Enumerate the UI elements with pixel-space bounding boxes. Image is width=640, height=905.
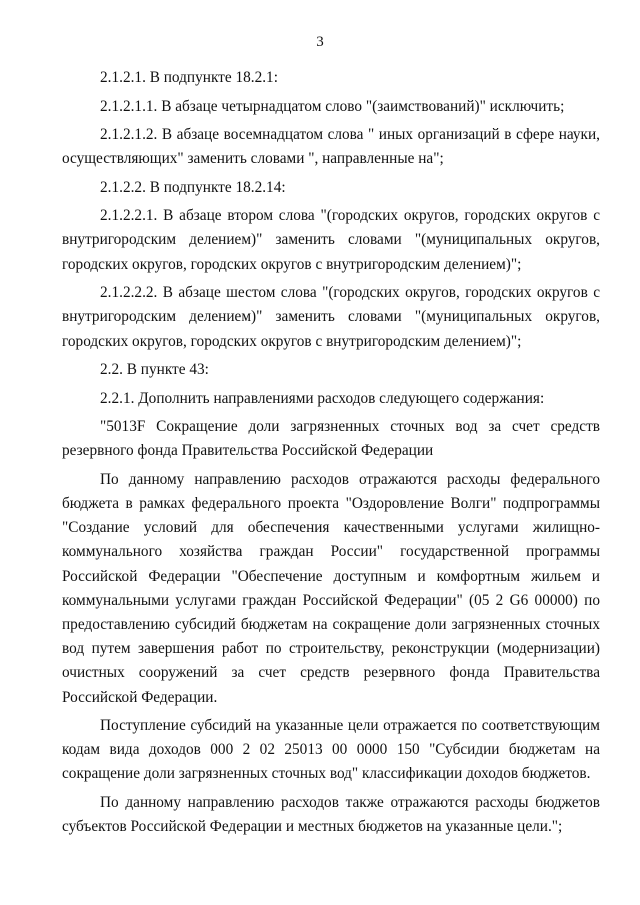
paragraph-5013f-heading: "5013F Сокращение доли загрязненных сточных вод за счет средств резервного фонда Правительства Российской Федерации [62,418,600,460]
paragraph-2-1-2-1: 2.1.2.1. В подпункте 18.2.1: [100,69,278,86]
paragraph-expenditure-description: По данному направлению расходов отражаются расходы федерального бюджета в рамках федерального проекта "Оздоровление Волги" подпрограммы "Создание условий для обеспечения качественными услугами жилищно-коммунального хозяйства граждан России" государственной программы Российской Федерации "Обеспечение доступным и комфортным жильем и коммунальными услугами граждан Российской Федерации" (05 2 G6 00000) по предоставлению субсидий бюджетам на сокращение доли загрязненных сточных вод путем завершения работ по строительству, реконструкции (модернизации) очистных сооружений за счет средств резервного фонда Правительства Российской Федерации. [62,470,600,706]
paragraph-2-1-2-2-2: 2.1.2.2.2. В абзаце шестом слова "(городских округов, городских округов с внутригородским делением)" заменить словами "(муниципальных округов, городских округов, городских округов с внутригородским делением)"; [62,284,600,350]
paragraph-2-2-1: 2.2.1. Дополнить направлениями расходов следующего содержания: [100,389,545,407]
paragraph-2-2: 2.2. В пункте 43: [100,361,209,379]
paragraph-subsidy-income: Поступление субсидий на указанные цели отражается по соответствующим кодам вида доходов 000 2 02 25013 00 0000 150 "Субсидии бюджетам на сокращение доли загрязненных сточных вод" классификации доходов бюджетов. [62,717,600,783]
paragraph-2-1-2-1-1: 2.1.2.1.1. В абзаце четырнадцатом слово "(заимствований)" исключить; [100,97,565,115]
paragraph-2-1-2-1-2: 2.1.2.1.2. В абзаце восемнадцатом слова " иных организаций в сфере науки, осуществляющих" заменить словами ", направленные на"; [62,126,600,168]
paragraph-2-1-2-2-1: 2.1.2.2.1. В абзаце втором слова "(городских округов, городских округов с внутригородским делением)" заменить словами "(муниципальных округов, городских округов, городских округов с внутригородским делением)"; [62,207,600,273]
paragraph-2-1-2-2: 2.1.2.2. В подпункте 18.2.14: [100,178,286,196]
paragraph-regional-budgets: По данному направлению расходов также отражаются расходы бюджетов субъектов Российской Федерации и местных бюджетов на указанные цели."; [62,793,600,836]
page-number: 3 [316,34,324,50]
document-body [62,66,600,844]
